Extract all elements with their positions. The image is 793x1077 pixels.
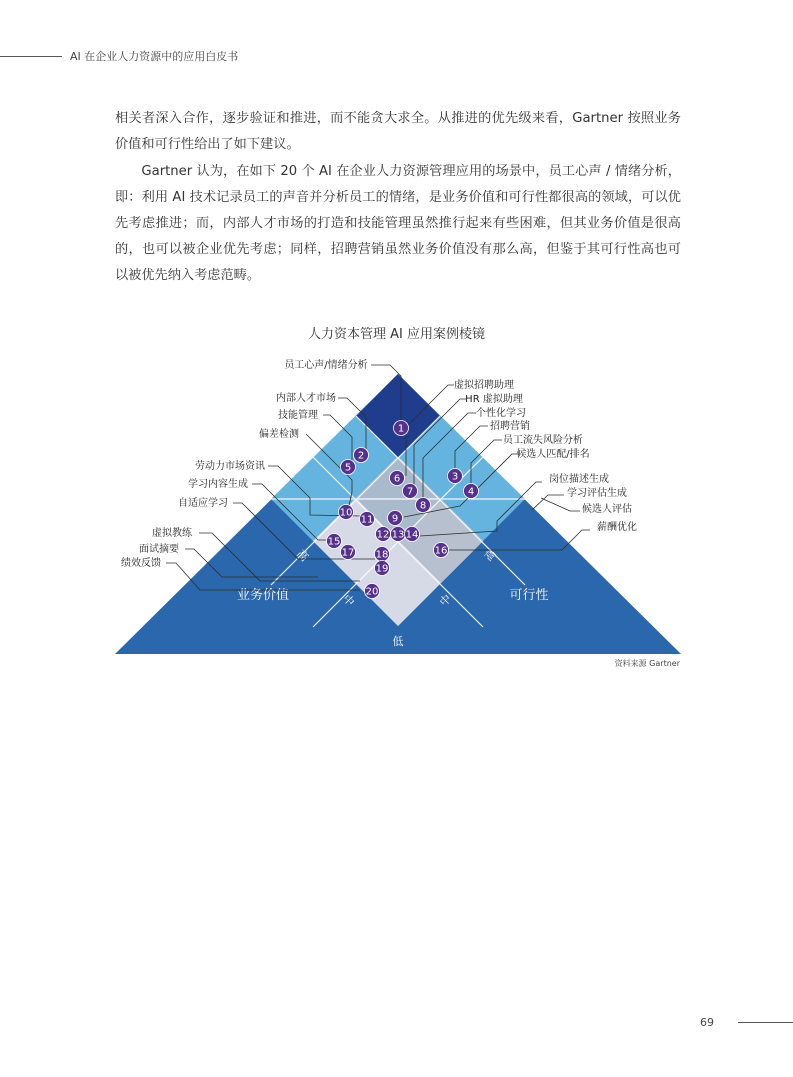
label-learning-assessment-gen: 学习评估生成: [567, 488, 627, 499]
level-high-right: 高: [482, 547, 500, 565]
marker-number-15: 15: [327, 536, 341, 548]
marker-number-17: 17: [341, 547, 355, 559]
marker-number-9: 9: [391, 513, 399, 525]
label-candidate-matching: 候选人匹配/排名: [516, 449, 590, 460]
label-labor-market-info: 劳动力市场资讯: [195, 461, 265, 472]
axis-business-value: 业务价值: [236, 588, 290, 603]
label-virtual-coach: 虚拟教练: [152, 528, 192, 539]
marker-number-2: 2: [357, 450, 365, 462]
label-bias-detection: 偏差检测: [259, 429, 299, 440]
label-skills-management: 技能管理: [278, 410, 318, 421]
figure-source: 资料来源 Gartner: [614, 659, 680, 668]
marker-number-5: 5: [344, 462, 352, 474]
label-internal-talent-market: 内部人才市场: [276, 393, 336, 404]
marker-number-20: 20: [365, 586, 379, 598]
level-mid-right: 中: [437, 592, 455, 610]
header-title: AI 在企业人力资源中的应用白皮书: [70, 50, 239, 63]
label-performance-feedback: 绩效反馈: [121, 558, 161, 569]
marker-number-16: 16: [434, 545, 448, 557]
marker-number-3: 3: [451, 471, 459, 483]
label-employee-voice: 员工心声/情绪分析: [284, 360, 368, 371]
marker-number-11: 11: [360, 514, 374, 526]
label-interview-summary: 面试摘要: [139, 544, 179, 555]
label-job-description-gen: 岗位描述生成: [549, 474, 609, 485]
axis-feasibility: 可行性: [509, 588, 549, 603]
label-learning-content-gen: 学习内容生成: [188, 479, 248, 490]
marker-number-10: 10: [339, 507, 353, 519]
marker-number-12: 12: [376, 529, 390, 541]
label-hr-virtual-assistant: HR 虚拟助理: [465, 394, 523, 405]
marker-number-4: 4: [467, 486, 475, 498]
label-attrition-risk: 员工流失风险分析: [503, 435, 583, 446]
page-number: 69: [700, 1016, 714, 1029]
marker-number-1: 1: [397, 423, 405, 435]
label-candidate-assessment: 候选人评估: [582, 504, 632, 515]
marker-number-18: 18: [375, 549, 389, 561]
label-personalized-learning: 个性化学习: [476, 408, 526, 419]
level-high-left: 高: [293, 547, 311, 565]
paragraph-1: 相关者深入合作，逐步验证和推进，而不能贪大求全。从推进的优先级来看，Gartner 按照业务价值和可行性给出了如下建议。: [115, 111, 681, 152]
level-low: 低: [392, 635, 404, 648]
label-virtual-recruiting-assistant: 虚拟招聘助理: [454, 380, 514, 391]
label-compensation-optimization: 薪酬优化: [597, 522, 637, 533]
marker-number-13: 13: [391, 529, 405, 541]
marker-number-19: 19: [375, 563, 389, 575]
paragraph-2: Gartner 认为，在如下 20 个 AI 在企业人力资源管理应用的场景中，员工心声 / 情绪分析，即：利用 AI 技术记录员工的声音并分析员工的情绪，是业务价值和可行性都很高的领域，可以优先考虑推进；而，内部人才市场的打造和技能管理虽然推行起来有些困难，但其业务价值是很高的，也可以被企业优先考虑；同样，招聘营销虽然业务价值没有那么高，但鉴于其可行性高也可以被优先纳入考虑范畴。: [115, 164, 681, 283]
label-adaptive-learning: 自适应学习: [178, 498, 228, 509]
marker-number-7: 7: [406, 486, 414, 498]
figure-title: 人力资本管理 AI 应用案例棱镜: [308, 327, 485, 342]
marker-number-6: 6: [393, 473, 401, 485]
level-mid-left: 中: [339, 592, 357, 610]
marker-number-8: 8: [419, 500, 427, 512]
marker-number-14: 14: [405, 529, 419, 541]
label-recruiting-marketing: 招聘营销: [490, 421, 530, 432]
footer-rule: [738, 1022, 793, 1023]
